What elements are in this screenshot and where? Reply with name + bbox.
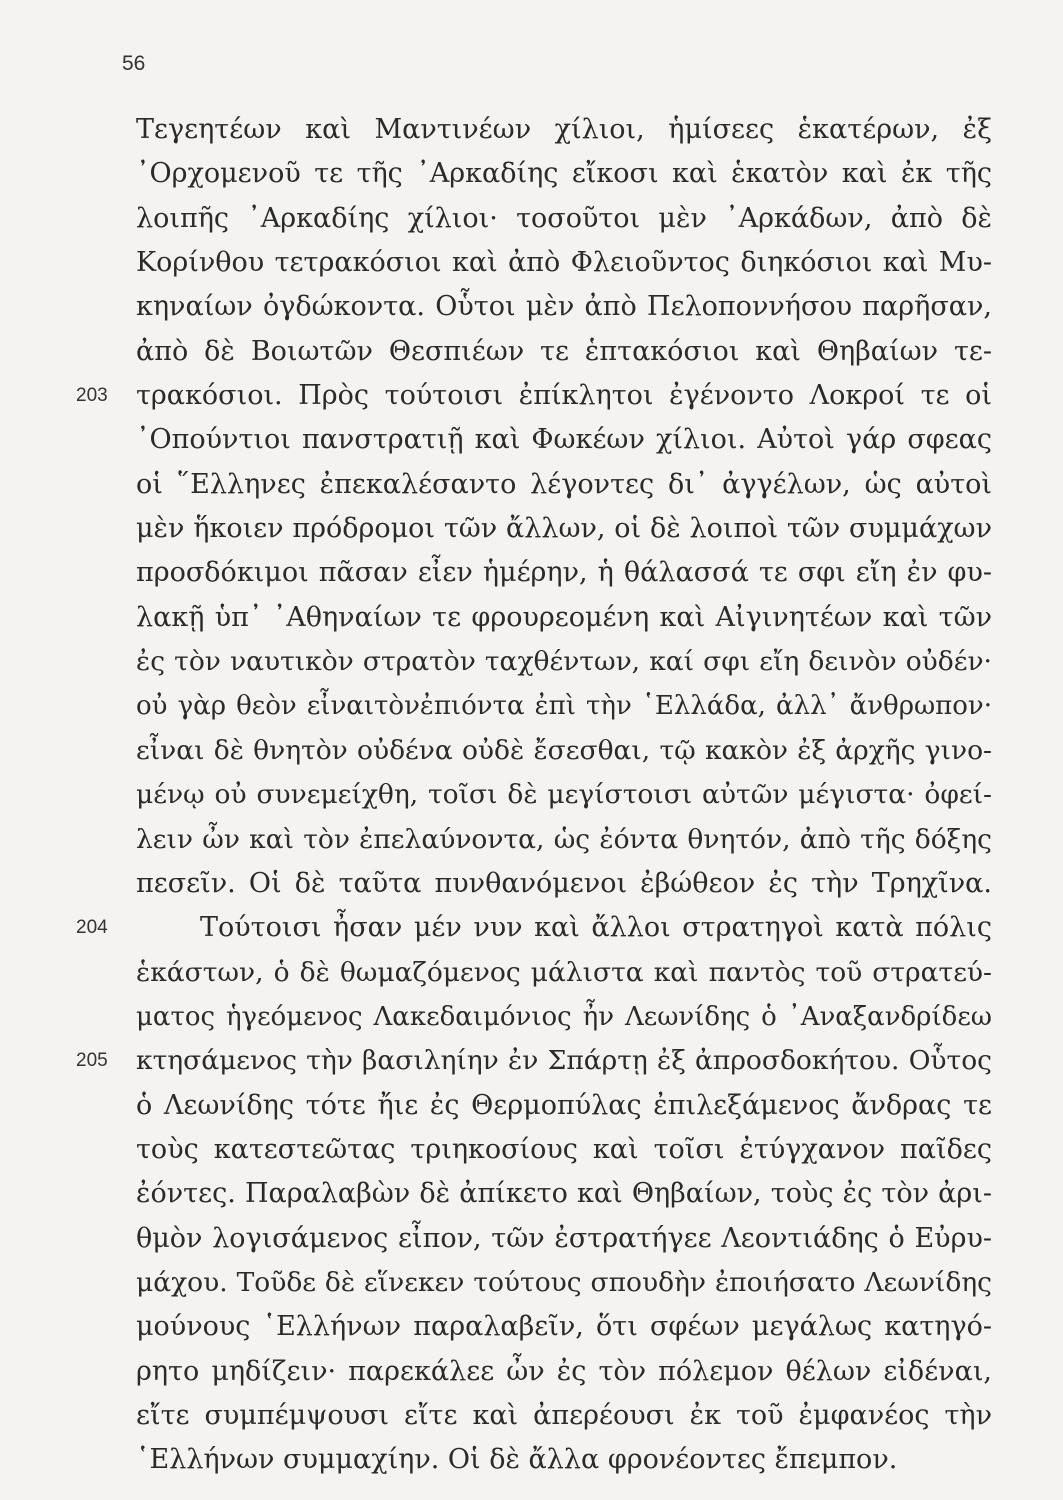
- text-line: [136, 1172, 992, 1216]
- text-line: [76, 1039, 992, 1083]
- line-text: ἀπὸ δὲ Βοιωτῶν Θεσπιέων τε ἑπτακόσιοι καὶ Θηβαίων τε-: [136, 335, 992, 367]
- text-line: [136, 330, 992, 374]
- line-text: μένῳ οὐ συνεμείχθη, τοῖσι δὲ μεγίστοισι αὐτῶν μέγιστα· ὀφεί-: [136, 779, 992, 811]
- text-line: [136, 1438, 992, 1482]
- line-text: ἐς τὸν ναυτικὸν στρατὸν ταχθέντων, καί σφι εἴη δεινὸν οὐδέν·: [136, 646, 992, 678]
- text-line: [136, 596, 992, 640]
- line-text: λειν ὦν καὶ τὸν ἐπελαύνοντα, ὡς ἐόντα θνητόν, ἀπὸ τῆς δόξης: [136, 823, 992, 855]
- section-number: 204: [76, 917, 108, 939]
- line-text: μὲν ἥκοιεν πρόδρομοι τῶν ἄλλων, οἱ δὲ λοιποὶ τῶν συμμάχων: [136, 513, 992, 545]
- line-text: εἶναι δὲ θνητὸν οὐδένα οὐδὲ ἔσεσθαι, τῷ κακὸν ἐξ ἀρχῆς γινο-: [136, 734, 992, 766]
- text-line: [136, 818, 992, 862]
- text-line: [136, 1128, 992, 1172]
- text-line: [136, 418, 992, 462]
- line-text: λακῇ ὑπ᾿ ᾿Αθηναίων τε φρουρεομένη καὶ Αἰγινητέων καὶ τῶν: [136, 601, 992, 633]
- text-line: [136, 197, 992, 241]
- text-line: [136, 995, 992, 1039]
- text-line: [136, 152, 992, 196]
- line-text: ᾿Ορχομενοῦ τε τῆς ᾿Αρκαδίης εἴκοσι καὶ ἑκατὸν καὶ ἐκ τῆς: [136, 158, 992, 190]
- text-line: [136, 463, 992, 507]
- text-line: [136, 640, 992, 684]
- line-text: εἴτε συμπέμψουσι εἴτε καὶ ἀπερέουσι ἐκ τοῦ ἐμφανέος τὴν: [136, 1399, 992, 1431]
- line-text: θμὸν λογισάμενος εἶπον, τῶν ἐστρατήγεε Λεοντιάδης ὁ Εὐρυ-: [136, 1222, 992, 1254]
- text-line: [136, 1217, 992, 1261]
- line-text: ῾Ελλήνων συμμαχίην. Οἱ δὲ ἄλλα φρονέοντες ἔπεμπον.: [136, 1444, 898, 1476]
- text-line: [136, 1350, 992, 1394]
- line-text: Τεγεητέων καὶ Μαντινέων χίλιοι, ἡμίσεες ἑκατέρων, ἐξ: [136, 114, 992, 145]
- text-line: [136, 1394, 992, 1438]
- text-line: [136, 241, 992, 285]
- line-text: μάχου. Τοῦδε δὲ εἵνεκεν τούτους σπουδὴν ἐποιήσατο Λεωνίδης: [136, 1266, 992, 1298]
- line-text: μούνους ῾Ελλήνων παραλαβεῖν, ὅτι σφέων μεγάλως κατηγό-: [136, 1311, 992, 1343]
- text-line: [136, 1261, 992, 1305]
- text-line: [136, 1084, 992, 1128]
- line-text: ἐόντες. Παραλαβὼν δὲ ἀπίκετο καὶ Θηβαίων, τοὺς ἐς τὸν ἀρι-: [136, 1178, 992, 1210]
- text-line: [136, 684, 992, 728]
- text-line: [136, 507, 992, 551]
- line-text: Τούτοισι ἦσαν μέν νυν καὶ ἄλλοι στρατηγοὶ κατὰ πόλις: [200, 912, 992, 944]
- text-line: [136, 951, 992, 995]
- text-line: [136, 862, 992, 906]
- text-line: [136, 1305, 992, 1349]
- text-line: [136, 729, 992, 773]
- line-text: λοιπῆς ᾿Αρκαδίης χίλιοι· τοσοῦτοι μὲν ᾿Αρκάδων, ἀπὸ δὲ: [136, 202, 992, 234]
- line-text: τρακόσιοι. Πρὸς τούτοισι ἐπίκλητοι ἐγένοντο Λοκροί τε οἱ: [136, 380, 992, 412]
- body-text: [76, 108, 992, 1483]
- page-number: 56: [122, 52, 146, 75]
- text-line: [136, 108, 992, 152]
- line-text: ρητο μηδίζειν· παρεκάλεε ὦν ἐς τὸν πόλεμον θέλων εἰδέναι,: [136, 1355, 992, 1387]
- line-text: προσδόκιμοι πᾶσαν εἶεν ἡμέρην, ἡ θάλασσά τε σφι εἴη ἐν φυ-: [136, 557, 992, 589]
- line-text: ὁ Λεωνίδης τότε ἤιε ἐς Θερμοπύλας ἐπιλεξάμενος ἄνδρας τε: [136, 1089, 992, 1121]
- line-text: πεσεῖν. Οἱ δὲ ταῦτα πυνθανόμενοι ἐβώθεον ἐς τὴν Τρηχῖνα.: [136, 867, 992, 899]
- line-text: κηναίων ὀγδώκοντα. Οὗτοι μὲν ἀπὸ Πελοποννήσου παρῆσαν,: [136, 291, 992, 323]
- text-line: [136, 551, 992, 595]
- text-line: [76, 374, 992, 418]
- line-text: Κορίνθου τετρακόσιοι καὶ ἀπὸ Φλειοῦντος διηκόσιοι καὶ Μυ-: [136, 247, 992, 279]
- line-text: κτησάμενος τὴν βασιληίην ἐν Σπάρτῃ ἐξ ἀπροσδοκήτου. Οὗτος: [136, 1045, 992, 1077]
- text-line: [136, 285, 992, 329]
- text-line: [136, 773, 992, 817]
- line-text: ματος ἡγεόμενος Λακεδαιμόνιος ἦν Λεωνίδης ὁ ᾿Αναξανδρίδεω: [136, 1001, 992, 1032]
- line-text: τοὺς κατεστεῶτας τριηκοσίους καὶ τοῖσι ἐτύγχανον παῖδες: [136, 1133, 992, 1165]
- line-text: οἱ ῞Ελληνες ἐπεκαλέσαντο λέγοντες δι᾿ ἀγγέλων, ὡς αὐτοὶ: [136, 468, 992, 500]
- section-number: 205: [76, 1050, 108, 1072]
- line-text: ἑκάστων, ὁ δὲ θωμαζόμενος μάλιστα καὶ παντὸς τοῦ στρατεύ-: [136, 956, 992, 988]
- section-number: 203: [76, 385, 108, 407]
- text-line: [76, 906, 992, 950]
- line-text: ᾿Οπούντιοι πανστρατιῇ καὶ Φωκέων χίλιοι. Αὐτοὶ γάρ σφεας: [136, 424, 992, 456]
- line-text: οὐ γὰρ θεὸν εἶναιτὸνἐπιόντα ἐπὶ τὴν ῾Ελλάδα, ἀλλ᾿ ἄνθρωπον·: [136, 691, 992, 722]
